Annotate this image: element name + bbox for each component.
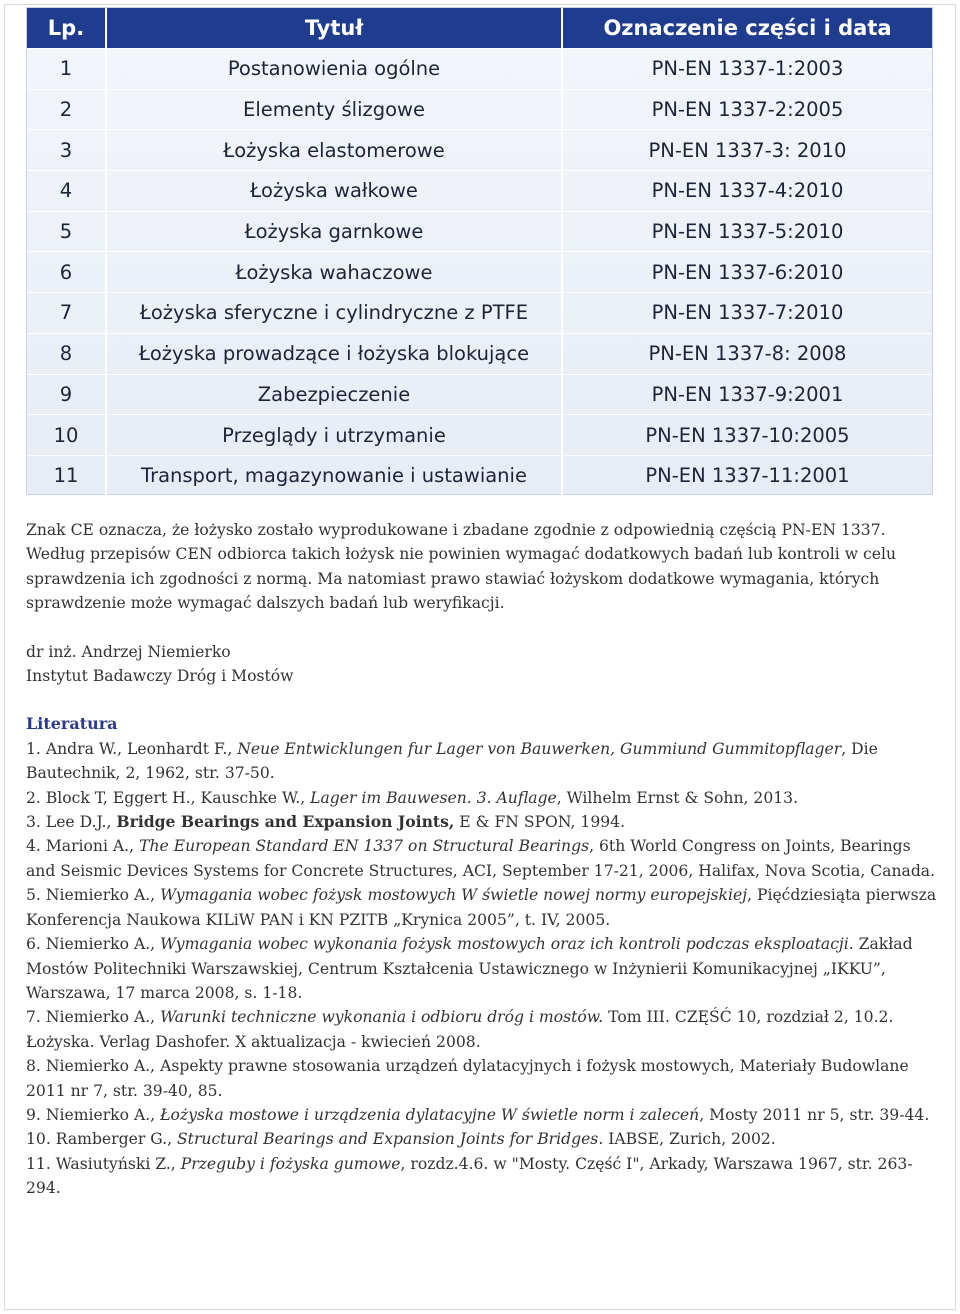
author-block xyxy=(26,640,938,689)
reference-pre: 5. Niemierko A., xyxy=(26,886,161,905)
row-code: PN-EN 1337-1:2003 xyxy=(651,57,844,81)
reference-post: , Mosty 2011 nr 5, str. 39-44. xyxy=(699,1105,930,1124)
reference-item xyxy=(26,737,938,786)
table-row xyxy=(27,251,932,292)
reference-list xyxy=(26,737,938,1201)
table-row xyxy=(27,414,932,455)
reference-em: Neue Entwicklungen fur Lager von Bauwerken, Gummiund Gummitopflager xyxy=(237,739,842,758)
reference-item xyxy=(26,883,938,932)
reference-post: , rozdz.4.6. w "Mosty. Część I", Arkady, Warszawa 1967, str. 263-294. xyxy=(26,1154,913,1198)
row-title: Elementy ślizgowe xyxy=(107,90,563,130)
reference-em: Lager im Bauwesen. 3. Auflage xyxy=(310,788,557,807)
row-lp: 11 xyxy=(27,456,107,496)
row-title: Postanowienia ogólne xyxy=(107,49,563,89)
table-row xyxy=(27,48,932,89)
row-code: PN-EN 1337-5:2010 xyxy=(651,220,844,244)
reference-item xyxy=(26,810,938,834)
row-title: Łożyska garnkowe xyxy=(107,212,563,252)
row-code: PN-EN 1337-11:2001 xyxy=(645,464,850,488)
row-code: PN-EN 1337-6:2010 xyxy=(651,260,844,284)
article-text xyxy=(26,518,938,1201)
reference-pre: 10. Ramberger G., xyxy=(26,1130,177,1149)
row-lp: 2 xyxy=(27,90,107,130)
row-title: Transport, magazynowanie i ustawianie xyxy=(107,456,563,496)
table-row xyxy=(27,129,932,170)
reference-strong: Bridge Bearings and Expansion Joints, xyxy=(116,812,455,832)
row-title: Zabezpieczenie xyxy=(107,375,563,415)
literature-heading: Literatura xyxy=(26,714,118,734)
reference-post: , Die Bautechnik, 2, 1962, str. 37-50. xyxy=(26,739,878,783)
reference-pre: 6. Niemierko A., xyxy=(26,935,161,954)
row-title: Łożyska wałkowe xyxy=(107,171,563,211)
header-lp: Lp. xyxy=(27,8,107,48)
row-lp: 7 xyxy=(27,293,107,333)
reference-post: , 6th World Congress on Joints, Bearings and Seismic Devices Systems for Concrete Structures, ACI, September 17-21, 2006, Halifax, Nova Scotia, Canada. xyxy=(26,837,936,880)
table-row xyxy=(27,292,932,333)
table-header xyxy=(27,8,932,48)
author-institute: Instytut Badawczy Dróg i Mostów xyxy=(26,667,294,686)
reference-pre: 11. Wasiutyński Z., xyxy=(26,1154,181,1173)
reference-pre: 8. Niemierko A., Aspekty prawne stosowania urządzeń dylatacyjnych i fożysk mostowych, Materiały Budowlane 2011 nr 7, str. 39-40, 85. xyxy=(26,1057,909,1100)
reference-post: IABSE, Zurich, 2002. xyxy=(603,1130,776,1149)
row-lp: 3 xyxy=(27,130,107,170)
row-title: Przeglądy i utrzymanie xyxy=(107,415,563,455)
reference-item xyxy=(26,834,938,883)
reference-post: , Pięćdziesiąta pierwsza Konferencja Naukowa KILiW PAN i KN PZITB „Krynica 2005”, t. IV, 2005. xyxy=(26,886,937,929)
reference-em: Wymagania wobec fożysk mostowych W świetle nowej normy europejskiej xyxy=(160,886,748,905)
row-code: PN-EN 1337-3: 2010 xyxy=(648,138,847,162)
table-row xyxy=(27,333,932,374)
reference-em: Warunki techniczne wykonania i odbioru dróg i mostów. xyxy=(160,1008,604,1027)
table-row xyxy=(27,89,932,130)
table-row xyxy=(27,211,932,252)
row-lp: 1 xyxy=(27,49,107,89)
row-code: PN-EN 1337-2:2005 xyxy=(651,98,844,122)
reference-pre: 1. Andra W., Leonhardt F., xyxy=(26,739,238,758)
row-title: Łożyska sferyczne i cylindryczne z PTFE xyxy=(107,293,563,333)
table-row xyxy=(27,455,932,496)
reference-post: , Wilhelm Ernst & Sohn, 2013. xyxy=(556,788,799,807)
row-code: PN-EN 1337-9:2001 xyxy=(651,382,844,406)
row-lp: 9 xyxy=(27,375,107,415)
ce-paragraph: Znak CE oznacza, że łożysko zostało wyprodukowane i zbadane zgodnie z odpowiednią częścią PN-EN 1337. Według przepisów CEN odbiorca takich łożysk nie powinien wymagać dodatkowych badań lub kontroli w celu sprawdzenia ich zgodności z normą. Ma natomiast prawo stawiać łożyskom dodatkowe wymagania, których sprawdzenie może wymagać dalszych badań lub weryfikacji. xyxy=(26,521,897,613)
reference-item xyxy=(26,1005,938,1054)
row-lp: 10 xyxy=(27,415,107,455)
row-title: Łożyska wahaczowe xyxy=(107,252,563,292)
header-code: Oznaczenie części i data xyxy=(603,16,892,40)
row-lp: 4 xyxy=(27,171,107,211)
row-code: PN-EN 1337-8: 2008 xyxy=(648,342,847,366)
reference-pre: 3. Lee D.J., xyxy=(26,813,117,832)
row-code: PN-EN 1337-4:2010 xyxy=(651,179,844,203)
reference-item xyxy=(26,932,938,1005)
row-code: PN-EN 1337-7:2010 xyxy=(651,301,844,325)
author-name: dr inż. Andrzej Niemierko xyxy=(26,642,231,661)
row-title: Łożyska elastomerowe xyxy=(107,130,563,170)
row-lp: 6 xyxy=(27,252,107,292)
reference-em: Łożyska mostowe i urządzenia dylatacyjne W świetle norm i zaleceń xyxy=(160,1105,700,1124)
reference-item xyxy=(26,1103,938,1127)
reference-item xyxy=(26,1127,938,1151)
reference-pre: 9. Niemierko A., xyxy=(26,1105,161,1124)
reference-post: E & FN SPON, 1994. xyxy=(454,813,626,832)
reference-item xyxy=(26,1054,938,1103)
reference-item xyxy=(26,786,938,810)
row-title: Łożyska prowadzące i łożyska blokujące xyxy=(107,334,563,374)
reference-post: Tom III. CZĘŚĆ 10, rozdział 2, 10.2. Łożyska. Verlag Dashofer. X aktualizacja - kwiecień 2008. xyxy=(26,1008,894,1051)
table-row xyxy=(27,374,932,415)
row-lp: 5 xyxy=(27,212,107,252)
reference-em: Przeguby i fożyska gumowe xyxy=(180,1154,401,1173)
reference-pre: 4. Marioni A., xyxy=(26,837,140,856)
table-row xyxy=(27,170,932,211)
reference-em: The European Standard EN 1337 on Structural Bearings xyxy=(139,837,590,856)
reference-pre: 7. Niemierko A., xyxy=(26,1008,161,1027)
reference-pre: 2. Block T, Eggert H., Kauschke W., xyxy=(26,788,311,807)
row-lp: 8 xyxy=(27,334,107,374)
standards-table xyxy=(26,7,933,495)
reference-item xyxy=(26,1152,938,1201)
reference-em: Wymagania wobec wykonania fożysk mostowych oraz ich kontroli podczas eksploatacji. xyxy=(160,935,854,954)
row-code: PN-EN 1337-10:2005 xyxy=(645,423,850,447)
reference-post: Zakład Mostów Politechniki Warszawskiej, Centrum Kształcenia Ustawicznego w Inżynierii Komunikacyjnej „IKKU”, Warszawa, 17 marca 2008, s. 1-18. xyxy=(26,935,913,1002)
table-body xyxy=(27,48,932,496)
reference-em: Structural Bearings and Expansion Joints for Bridges. xyxy=(177,1130,604,1149)
header-title: Tytuł xyxy=(107,8,563,48)
